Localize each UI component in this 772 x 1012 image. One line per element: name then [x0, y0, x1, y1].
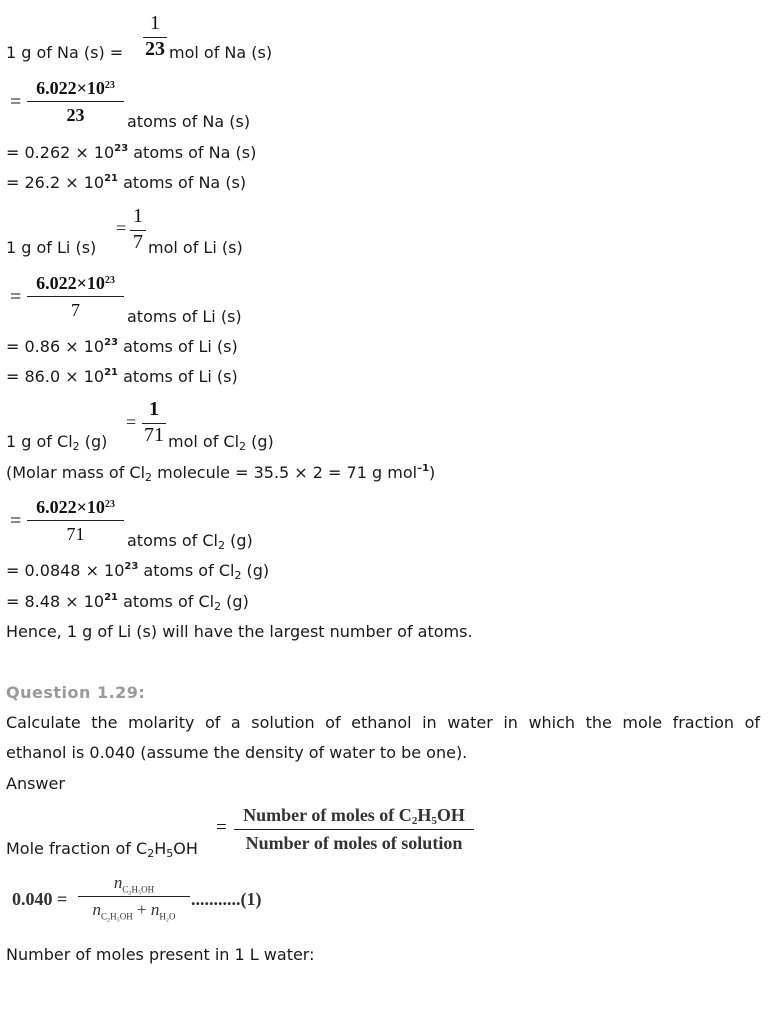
- na-line-3: [6, 143, 256, 163]
- mf-num-sub2: 5: [431, 815, 437, 827]
- moles-in-water-text: Number of moles present in 1 L water:: [6, 945, 315, 964]
- cl-line1-post-b: (g): [246, 432, 274, 451]
- na-line4-exp: 21: [104, 173, 118, 184]
- cl-molar-sub: 2: [145, 471, 153, 484]
- cl-line1-a: 1 g of Cl: [6, 432, 73, 451]
- eq1-den-n2: n: [150, 900, 160, 920]
- na-line3-pre: = 0.262 × 10: [6, 143, 115, 162]
- na-line1-post-text: mol of Na (s): [169, 43, 273, 62]
- conclusion-sentence: Hence, 1 g of Li (s) will have the largest number of atoms.: [6, 622, 473, 641]
- cl-line2-post-b: (g): [225, 531, 253, 550]
- eq1-lhs-text: 0.040 =: [12, 889, 68, 909]
- li-line1-post-text: mol of Li (s): [148, 238, 243, 257]
- na-eq-sign-2: =: [10, 91, 22, 113]
- mole-fraction-formula: [234, 805, 474, 854]
- cl-line2-post-sub: 2: [218, 539, 225, 552]
- li-line4-exp: 21: [104, 367, 118, 378]
- cl-line4-post-sub: 2: [214, 600, 222, 613]
- mf-denominator: Number of moles of solution: [245, 833, 463, 853]
- na-fraction-2: [27, 78, 124, 126]
- eq1-den-sub2: H₂O: [159, 911, 176, 922]
- eq1-num-n: n: [113, 873, 123, 892]
- li-line3-post: atoms of Li (s): [117, 337, 238, 356]
- na-line-4: [6, 173, 246, 193]
- cl-molar-a: (Molar mass of Cl: [6, 463, 146, 482]
- cl-line3-post-b: (g): [241, 561, 270, 580]
- cl-molar-c: ): [429, 463, 436, 482]
- cl-line3-post-a: atoms of Cl: [138, 561, 235, 580]
- mf-label-sub1: 2: [147, 847, 155, 860]
- na-line2-post-text: atoms of Na (s): [127, 112, 251, 131]
- eq1-lhs: [12, 889, 67, 910]
- na-line3-exp: 23: [114, 143, 129, 154]
- mf-label-c: OH: [173, 839, 198, 858]
- li-eq-sign-1: =: [116, 218, 127, 238]
- na-line1-label: 1 g of Na (s) =: [6, 43, 124, 62]
- na-frac2-denominator: 23: [66, 105, 85, 125]
- cl-line3-post-sub: 2: [234, 569, 242, 582]
- eq1-tag-text: ...........(1): [191, 889, 262, 909]
- cl-molar-sup: –1: [417, 463, 430, 474]
- eq1-den-plus: +: [132, 900, 151, 920]
- na-line3-post: atoms of Na (s): [128, 143, 257, 162]
- li-line3-pre: = 0.86 × 10: [6, 337, 105, 356]
- na-frac2-exp: 23: [104, 80, 115, 91]
- na-frac2-num: 6.022×10: [36, 78, 105, 98]
- cl-frac1-numerator: 1: [149, 398, 159, 420]
- na-line-1: [6, 43, 123, 63]
- cl-frac1-denominator: 71: [144, 424, 164, 446]
- cl-eq-sign-1: =: [126, 412, 137, 432]
- cl-line2-post-a: atoms of Cl: [127, 531, 218, 550]
- cl-molar-b: molecule = 35.5 × 2 = 71 g mol: [152, 463, 418, 482]
- li-line3-exp: 23: [104, 337, 118, 348]
- na-line1-post: [169, 43, 272, 63]
- na-line4-post: atoms of Na (s): [117, 173, 247, 192]
- na-frac1-denominator: 23: [145, 38, 165, 60]
- cl-eq-sign-2: =: [10, 510, 22, 532]
- eq1-tag: [191, 889, 262, 910]
- cl-line2-post: [127, 531, 253, 551]
- na-line2-post: [127, 112, 250, 132]
- cl-line1-sub: 2: [72, 440, 80, 453]
- cl-line1-post-a: mol of Cl: [168, 432, 240, 451]
- mf-eq-sign: =: [216, 817, 227, 838]
- li-line4-pre: = 86.0 × 10: [6, 367, 105, 386]
- mf-label-a: Mole fraction of C: [6, 839, 148, 858]
- li-line2-post-text: atoms of Li (s): [127, 307, 242, 326]
- eq1-den-n1: n: [92, 900, 101, 920]
- cl-line4-post-a: atoms of Cl: [117, 592, 215, 611]
- cl-line3-pre: = 0.0848 × 10: [6, 561, 125, 580]
- answer-label: [6, 774, 65, 794]
- question-text-line-2: [6, 743, 467, 763]
- cl-line4-exp: 21: [104, 592, 118, 603]
- mf-num-c: OH: [436, 805, 465, 825]
- cl-line-3: [6, 561, 269, 581]
- li-frac2-num: 6.022×10: [36, 273, 105, 293]
- na-frac1-numerator: 1: [150, 12, 160, 34]
- eq1-num-sub: C₂H₅OH: [122, 884, 155, 895]
- cl-line-4: [6, 592, 249, 612]
- li-line4-post: atoms of Li (s): [117, 367, 238, 386]
- cl-line1-post: [168, 432, 274, 452]
- li-line1-post: [148, 238, 243, 258]
- moles-in-water-line: [6, 945, 315, 965]
- question-text-line-1: Calculate the molarity of a solution of ethanol in water in which the mole fraction of: [6, 713, 760, 732]
- cl-frac2-exp: 23: [104, 499, 115, 510]
- mf-num-b: H: [417, 805, 432, 825]
- cl-line-1: [6, 432, 107, 452]
- cl-frac2-denominator: 71: [66, 524, 85, 544]
- conclusion-text: [6, 622, 473, 642]
- li-fraction-2: [27, 273, 124, 321]
- cl-molar-mass-line: [6, 463, 435, 483]
- question-text-2: ethanol is 0.040 (assume the density of water to be one).: [6, 743, 468, 762]
- answer-label-text: Answer: [6, 774, 65, 793]
- mole-fraction-label: [6, 839, 198, 859]
- na-line4-pre: = 26.2 × 10: [6, 173, 105, 192]
- cl-line3-exp: 23: [124, 561, 139, 572]
- li-line-4: [6, 367, 238, 387]
- li-frac2-denominator: 7: [71, 300, 80, 320]
- mf-label-sub2: 5: [166, 847, 174, 860]
- mf-num-sub1: 2: [411, 815, 418, 827]
- cl-line4-post-b: (g): [221, 592, 249, 611]
- li-eq-sign-2: =: [10, 286, 22, 308]
- question-heading: [6, 683, 145, 703]
- mf-num-a: Number of moles of C: [243, 805, 412, 825]
- cl-frac2-num: 6.022×10: [36, 497, 105, 517]
- question-heading-text: Question 1.29:: [6, 683, 146, 702]
- mf-label-b: H: [154, 839, 167, 858]
- li-fraction-1: [130, 205, 146, 254]
- na-fraction-1: [143, 12, 167, 61]
- li-frac1-denominator: 7: [133, 231, 143, 253]
- li-line2-post: [127, 307, 242, 327]
- cl-line1-b: (g): [79, 432, 108, 451]
- cl-line4-pre: = 8.48 × 10: [6, 592, 105, 611]
- li-frac2-exp: 23: [104, 275, 115, 286]
- li-line-1: [6, 238, 96, 258]
- eq1-den-sub1: C₂H₅OH: [100, 911, 133, 922]
- cl-fraction-2: [27, 497, 124, 545]
- cl-line1-post-sub: 2: [239, 440, 247, 453]
- eq1-fraction: [78, 873, 190, 922]
- cl-fraction-1: [142, 398, 166, 447]
- li-line-3: [6, 337, 238, 357]
- li-line1-label: 1 g of Li (s): [6, 238, 97, 257]
- li-frac1-numerator: 1: [133, 205, 143, 227]
